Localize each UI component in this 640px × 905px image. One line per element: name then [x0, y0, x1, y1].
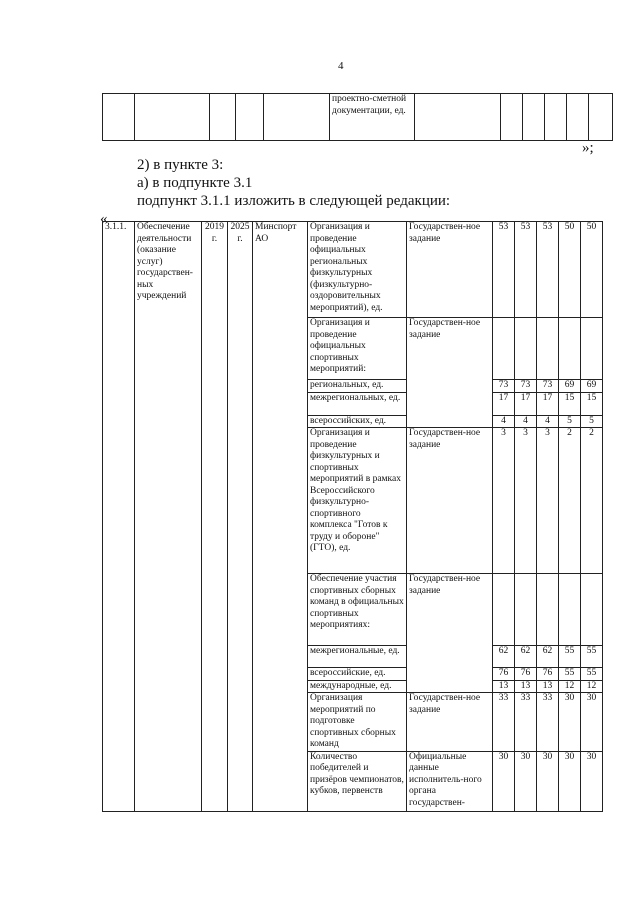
value-cell: 2: [581, 428, 603, 574]
indicator-cell: межрегиональных, ед.: [308, 392, 407, 415]
value-cell: [559, 574, 581, 646]
indicator-cell: Обеспечение участия спортивных сборных команд в официальных спортивных мероприятиях:: [308, 574, 407, 646]
item-name: Обеспечение деятельности (оказание услуг) государствен-ных учреждений: [135, 222, 202, 812]
value-cell: 55: [559, 668, 581, 681]
value-cell: [515, 574, 537, 646]
value-cell: 62: [515, 646, 537, 668]
continuation-table: [102, 93, 613, 141]
value-cell: 30: [559, 751, 581, 811]
value-cell: 73: [515, 380, 537, 393]
value-cell: [581, 574, 603, 646]
value-cell: [493, 318, 515, 380]
value-cell: 3: [493, 428, 515, 574]
value-cell: 55: [581, 646, 603, 668]
value-cell: 69: [559, 380, 581, 393]
value-cell: [559, 318, 581, 380]
year-start: 2019 г.: [202, 222, 228, 812]
value-cell: 3: [515, 428, 537, 574]
value-cell: 55: [559, 646, 581, 668]
value-cell: 73: [493, 380, 515, 393]
value-cell: [515, 318, 537, 380]
value-cell: 15: [581, 392, 603, 415]
continuation-cell: проектно-сметной документации, ед.: [330, 94, 415, 141]
closing-quote: »;: [582, 140, 594, 156]
value-cell: [537, 574, 559, 646]
value-cell: 53: [493, 222, 515, 318]
indicator-cell: региональных, ед.: [308, 380, 407, 393]
source-cell: Официальные данные исполнитель-ного органа государствен-: [407, 751, 493, 811]
value-cell: 12: [559, 680, 581, 693]
value-cell: 30: [581, 693, 603, 752]
value-cell: 13: [515, 680, 537, 693]
value-cell: 62: [537, 646, 559, 668]
value-cell: 4: [537, 415, 559, 428]
source-cell: Государствен-ное задание: [407, 222, 493, 318]
value-cell: 53: [515, 222, 537, 318]
value-cell: 76: [537, 668, 559, 681]
value-cell: 13: [537, 680, 559, 693]
value-cell: 30: [537, 751, 559, 811]
value-cell: 15: [559, 392, 581, 415]
value-cell: 33: [537, 693, 559, 752]
indicator-cell: Организация и проведение официальных региональных физкультурных (физкультурно-оздоровительных мероприятий), ед.: [308, 222, 407, 318]
value-cell: 69: [581, 380, 603, 393]
indicator-cell: всероссийские, ед.: [308, 668, 407, 681]
value-cell: 73: [537, 380, 559, 393]
value-cell: [537, 318, 559, 380]
value-cell: 33: [493, 693, 515, 752]
source-cell: Государствен-ное задание: [407, 574, 493, 693]
value-cell: 53: [537, 222, 559, 318]
value-cell: 3: [537, 428, 559, 574]
measures-table: [102, 221, 603, 812]
value-cell: 30: [493, 751, 515, 811]
indicator-cell: межрегиональные, ед.: [308, 646, 407, 668]
year-end: 2025 г.: [228, 222, 253, 812]
indicator-cell: Количество победителей и призёров чемпионатов, кубков, первенств: [308, 751, 407, 811]
value-cell: [581, 318, 603, 380]
value-cell: 33: [515, 693, 537, 752]
indicator-cell: всероссийских, ед.: [308, 415, 407, 428]
value-cell: 12: [581, 680, 603, 693]
value-cell: 62: [493, 646, 515, 668]
value-cell: 17: [515, 392, 537, 415]
indicator-cell: международные, ед.: [308, 680, 407, 693]
value-cell: 4: [515, 415, 537, 428]
paragraph-3: подпункт 3.1.1 изложить в следующей редакции:: [137, 193, 451, 209]
item-number: 3.1.1.: [103, 222, 135, 812]
indicator-cell: Организация и проведение официальных спортивных мероприятий:: [308, 318, 407, 380]
value-cell: 2: [559, 428, 581, 574]
value-cell: [493, 574, 515, 646]
indicator-cell: Организация мероприятий по подготовке спортивных сборных команд: [308, 693, 407, 752]
executor: Минспорт АО: [253, 222, 308, 812]
value-cell: 4: [493, 415, 515, 428]
value-cell: 76: [515, 668, 537, 681]
paragraph-1: 2) в пункте 3:: [137, 157, 224, 173]
value-cell: 17: [493, 392, 515, 415]
value-cell: 5: [581, 415, 603, 428]
value-cell: 50: [559, 222, 581, 318]
source-cell: Государствен-ное задание: [407, 318, 493, 428]
value-cell: 30: [515, 751, 537, 811]
indicator-cell: Организация и проведение физкультурных и спортивных мероприятий в рамках Всероссийского физкультурно-спортивного комплекса "Готов к труду и обороне" (ГТО), ед.: [308, 428, 407, 574]
value-cell: 5: [559, 415, 581, 428]
paragraph-2: а) в подпункте 3.1: [137, 175, 253, 191]
value-cell: 50: [581, 222, 603, 318]
value-cell: 76: [493, 668, 515, 681]
table-row: [103, 222, 603, 318]
value-cell: 13: [493, 680, 515, 693]
value-cell: 17: [537, 392, 559, 415]
source-cell: Государствен-ное задание: [407, 428, 493, 574]
value-cell: 30: [581, 751, 603, 811]
page-number: 4: [338, 60, 344, 72]
value-cell: 30: [559, 693, 581, 752]
source-cell: Государствен-ное задание: [407, 693, 493, 752]
value-cell: 55: [581, 668, 603, 681]
opening-quote: «: [100, 211, 108, 227]
